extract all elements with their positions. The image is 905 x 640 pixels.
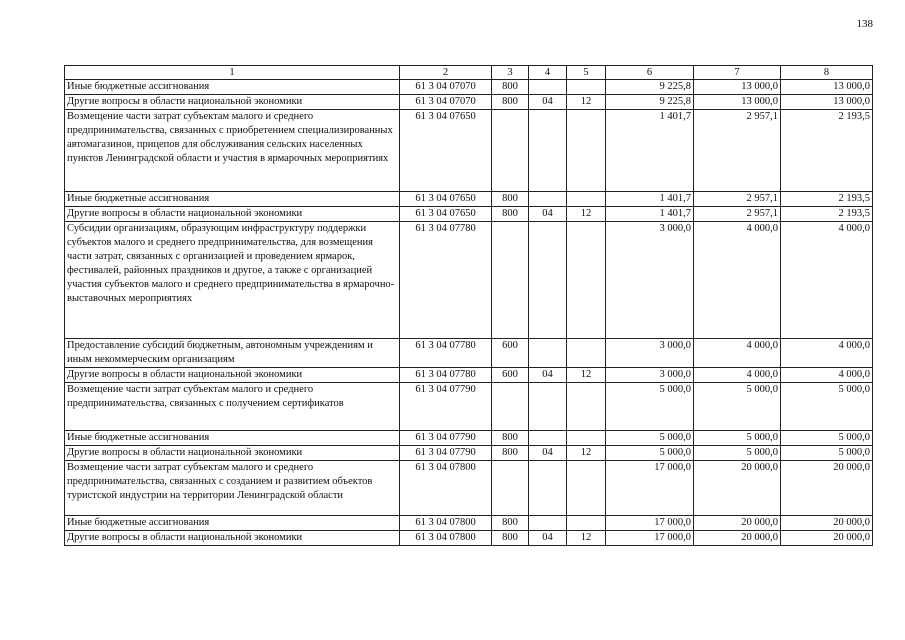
row-vr: 800 — [492, 531, 529, 546]
row-value-6: 9 225,8 — [606, 95, 694, 110]
row-name: Другие вопросы в области национальной экономики — [65, 368, 400, 383]
row-pr — [567, 516, 606, 531]
row-code: 61 3 04 07070 — [400, 95, 492, 110]
row-pr: 12 — [567, 95, 606, 110]
row-value-8: 20 000,0 — [781, 531, 873, 546]
row-vr: 800 — [492, 516, 529, 531]
row-value-8: 5 000,0 — [781, 446, 873, 461]
row-value-6: 1 401,7 — [606, 207, 694, 222]
row-pr — [567, 192, 606, 207]
row-value-6: 17 000,0 — [606, 461, 694, 516]
row-pr — [567, 339, 606, 368]
table-row — [65, 531, 873, 546]
table-row — [65, 339, 873, 368]
table-row — [65, 516, 873, 531]
row-value-7: 5 000,0 — [694, 446, 781, 461]
row-vr: 800 — [492, 446, 529, 461]
table-row — [65, 95, 873, 110]
budget-table — [64, 65, 873, 546]
row-vr — [492, 383, 529, 431]
row-name: Другие вопросы в области национальной экономики — [65, 207, 400, 222]
row-value-7: 4 000,0 — [694, 368, 781, 383]
row-pr — [567, 461, 606, 516]
row-rz — [529, 110, 567, 192]
row-vr: 800 — [492, 192, 529, 207]
row-value-8: 4 000,0 — [781, 222, 873, 339]
row-code: 61 3 04 07780 — [400, 222, 492, 339]
row-name: Возмещение части затрат субъектам малого и среднего предпринимательства, связанных с приобретением специализированных автомагазинов, прицепов для обслуживания сельских населенных пунктов Ленинградской области и участия в ярмарочных мероприятиях — [65, 110, 400, 192]
table-row — [65, 431, 873, 446]
row-value-6: 5 000,0 — [606, 431, 694, 446]
row-name: Другие вопросы в области национальной экономики — [65, 95, 400, 110]
row-value-6: 9 225,8 — [606, 80, 694, 95]
row-value-8: 13 000,0 — [781, 95, 873, 110]
row-rz — [529, 516, 567, 531]
row-value-6: 5 000,0 — [606, 446, 694, 461]
row-pr — [567, 431, 606, 446]
header-col-2: 2 — [400, 66, 492, 80]
table-row — [65, 446, 873, 461]
row-value-7: 5 000,0 — [694, 431, 781, 446]
header-col-5: 5 — [567, 66, 606, 80]
row-value-7: 4 000,0 — [694, 339, 781, 368]
table-row — [65, 110, 873, 192]
row-value-8: 13 000,0 — [781, 80, 873, 95]
row-name: Возмещение части затрат субъектам малого и среднего предпринимательства, связанных с получением сертификатов — [65, 383, 400, 431]
row-name: Иные бюджетные ассигнования — [65, 192, 400, 207]
row-value-6: 1 401,7 — [606, 110, 694, 192]
row-value-7: 13 000,0 — [694, 95, 781, 110]
row-pr — [567, 222, 606, 339]
row-rz: 04 — [529, 531, 567, 546]
row-value-6: 3 000,0 — [606, 222, 694, 339]
row-vr — [492, 110, 529, 192]
row-rz — [529, 461, 567, 516]
row-code: 61 3 04 07790 — [400, 446, 492, 461]
row-value-7: 20 000,0 — [694, 531, 781, 546]
row-value-6: 1 401,7 — [606, 192, 694, 207]
row-value-7: 5 000,0 — [694, 383, 781, 431]
row-code: 61 3 04 07650 — [400, 207, 492, 222]
row-rz: 04 — [529, 95, 567, 110]
row-value-6: 17 000,0 — [606, 516, 694, 531]
row-code: 61 3 04 07650 — [400, 192, 492, 207]
row-rz: 04 — [529, 368, 567, 383]
row-code: 61 3 04 07780 — [400, 339, 492, 368]
row-rz — [529, 80, 567, 95]
row-value-8: 5 000,0 — [781, 431, 873, 446]
table-row — [65, 207, 873, 222]
row-pr: 12 — [567, 207, 606, 222]
row-code: 61 3 04 07780 — [400, 368, 492, 383]
row-value-7: 20 000,0 — [694, 461, 781, 516]
row-pr — [567, 383, 606, 431]
row-value-6: 5 000,0 — [606, 383, 694, 431]
row-code: 61 3 04 07800 — [400, 531, 492, 546]
row-name: Возмещение части затрат субъектам малого и среднего предпринимательства, связанных с созданием и развитием объектов туристской индустрии на территории Ленинградской области — [65, 461, 400, 516]
row-value-7: 20 000,0 — [694, 516, 781, 531]
row-pr — [567, 80, 606, 95]
table-row — [65, 383, 873, 431]
row-pr: 12 — [567, 368, 606, 383]
row-code: 61 3 04 07790 — [400, 383, 492, 431]
row-value-8: 5 000,0 — [781, 383, 873, 431]
row-name: Предоставление субсидий бюджетным, автономным учреждениям и иным некоммерческим организациям — [65, 339, 400, 368]
row-value-8: 20 000,0 — [781, 461, 873, 516]
row-value-8: 2 193,5 — [781, 192, 873, 207]
row-code: 61 3 04 07790 — [400, 431, 492, 446]
row-vr: 800 — [492, 95, 529, 110]
row-value-6: 3 000,0 — [606, 368, 694, 383]
row-code: 61 3 04 07800 — [400, 516, 492, 531]
table-row — [65, 222, 873, 339]
row-value-6: 3 000,0 — [606, 339, 694, 368]
row-value-8: 4 000,0 — [781, 368, 873, 383]
table-row — [65, 192, 873, 207]
header-col-4: 4 — [529, 66, 567, 80]
row-name: Другие вопросы в области национальной экономики — [65, 446, 400, 461]
row-rz — [529, 383, 567, 431]
row-vr: 800 — [492, 207, 529, 222]
row-rz — [529, 431, 567, 446]
row-vr: 800 — [492, 431, 529, 446]
row-value-8: 2 193,5 — [781, 110, 873, 192]
header-col-6: 6 — [606, 66, 694, 80]
row-value-7: 4 000,0 — [694, 222, 781, 339]
header-col-7: 7 — [694, 66, 781, 80]
row-rz: 04 — [529, 207, 567, 222]
row-code: 61 3 04 07070 — [400, 80, 492, 95]
row-value-7: 13 000,0 — [694, 80, 781, 95]
row-value-7: 2 957,1 — [694, 207, 781, 222]
row-vr: 600 — [492, 339, 529, 368]
row-value-6: 17 000,0 — [606, 531, 694, 546]
row-vr — [492, 461, 529, 516]
row-vr: 600 — [492, 368, 529, 383]
row-value-8: 20 000,0 — [781, 516, 873, 531]
row-pr: 12 — [567, 446, 606, 461]
table-header — [65, 66, 873, 80]
row-value-7: 2 957,1 — [694, 110, 781, 192]
row-rz — [529, 222, 567, 339]
row-value-8: 2 193,5 — [781, 207, 873, 222]
row-name: Иные бюджетные ассигнования — [65, 516, 400, 531]
page-number: 138 — [856, 18, 873, 30]
table-row — [65, 461, 873, 516]
row-vr: 800 — [492, 80, 529, 95]
row-value-8: 4 000,0 — [781, 339, 873, 368]
header-col-3: 3 — [492, 66, 529, 80]
header-col-1: 1 — [65, 66, 400, 80]
row-name: Иные бюджетные ассигнования — [65, 80, 400, 95]
header-col-8: 8 — [781, 66, 873, 80]
row-rz — [529, 339, 567, 368]
row-code: 61 3 04 07650 — [400, 110, 492, 192]
row-value-7: 2 957,1 — [694, 192, 781, 207]
table-row — [65, 368, 873, 383]
row-rz: 04 — [529, 446, 567, 461]
row-code: 61 3 04 07800 — [400, 461, 492, 516]
row-name: Субсидии организациям, образующим инфраструктуру поддержки субъектов малого и среднего предпринимательства, для возмещения части затрат, связанных с организацией и проведением ярмарок, фестивалей, районных праздников и другое, а также с организацией участия субъектов малого и среднего предпринимательства в ярмарочно-выставочных мероприятиях — [65, 222, 400, 339]
row-vr — [492, 222, 529, 339]
row-name: Другие вопросы в области национальной экономики — [65, 531, 400, 546]
row-pr — [567, 110, 606, 192]
row-pr: 12 — [567, 531, 606, 546]
row-name: Иные бюджетные ассигнования — [65, 431, 400, 446]
table-row — [65, 80, 873, 95]
row-rz — [529, 192, 567, 207]
table-body — [65, 80, 873, 546]
